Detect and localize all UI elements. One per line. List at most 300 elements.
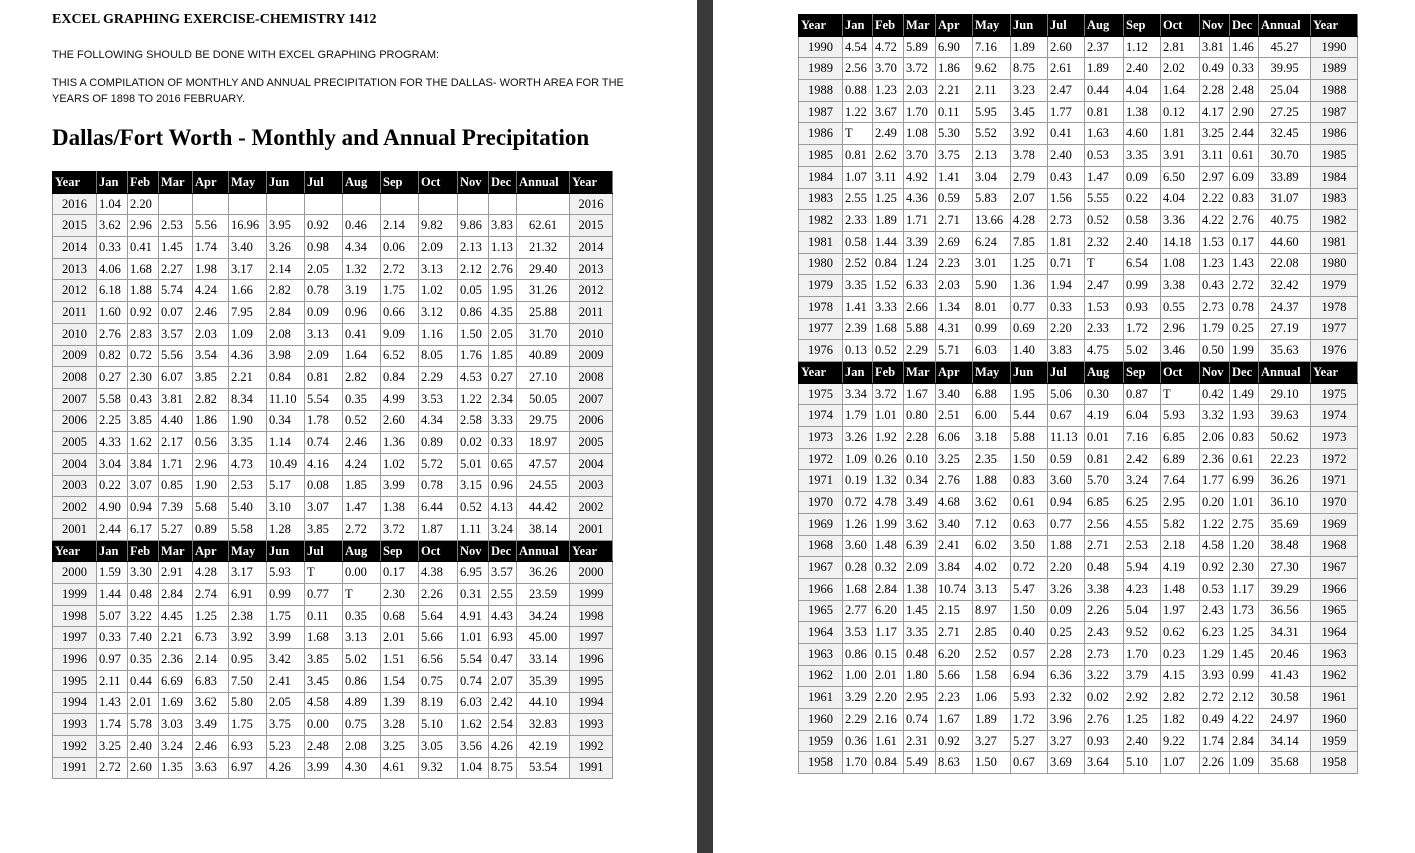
month-cell: 3.56 (458, 735, 489, 757)
month-cell: 4.19 (1161, 557, 1200, 579)
month-cell: 6.95 (458, 562, 489, 584)
year-cell: 1977 (1311, 318, 1358, 340)
month-cell: 2.32 (1085, 231, 1124, 253)
month-cell: 0.33 (97, 627, 128, 649)
month-cell: 2.15 (936, 600, 973, 622)
month-cell: 8.75 (489, 757, 517, 779)
table-row (53, 714, 613, 736)
month-cell: 6.07 (159, 367, 193, 389)
year-cell: 1974 (1311, 405, 1358, 427)
month-cell: 2.53 (229, 475, 267, 497)
month-cell: 0.83 (1011, 470, 1048, 492)
month-cell: 2.72 (343, 519, 381, 541)
month-cell: 1.29 (1200, 643, 1230, 665)
year-cell: 1968 (799, 535, 843, 557)
year-cell: 1958 (799, 752, 843, 774)
year-cell: 1970 (1311, 492, 1358, 514)
month-cell: 4.04 (1124, 80, 1161, 102)
month-cell: 3.45 (1011, 101, 1048, 123)
month-cell: 6.25 (1124, 492, 1161, 514)
month-cell: 1.07 (843, 166, 873, 188)
month-cell: 3.75 (267, 714, 305, 736)
month-cell: 2.54 (489, 714, 517, 736)
year-cell: 1984 (799, 166, 843, 188)
year-cell: 1974 (799, 405, 843, 427)
month-cell: 2.09 (904, 557, 936, 579)
month-cell: 2.11 (97, 670, 128, 692)
month-cell: 2.03 (936, 275, 973, 297)
month-cell: 5.80 (229, 692, 267, 714)
month-cell: 2.25 (97, 410, 128, 432)
month-cell: 4.34 (343, 237, 381, 259)
column-header: Feb (128, 172, 159, 194)
month-cell: 6.91 (229, 584, 267, 606)
month-cell: 0.94 (1048, 492, 1085, 514)
table-row (53, 367, 613, 389)
month-cell: 1.68 (128, 258, 159, 280)
annual-cell: 31.07 (1259, 188, 1311, 210)
month-cell: 0.71 (1048, 253, 1085, 275)
year-cell: 2010 (53, 323, 97, 345)
month-cell: 1.99 (873, 513, 904, 535)
month-cell: 1.72 (1011, 709, 1048, 731)
month-cell: 3.13 (343, 627, 381, 649)
month-cell: 9.22 (1161, 730, 1200, 752)
month-cell: 0.92 (128, 302, 159, 324)
annual-cell: 32.45 (1259, 123, 1311, 145)
month-cell: 0.87 (1124, 383, 1161, 405)
month-cell: 1.45 (1230, 643, 1259, 665)
column-header: Annual (517, 172, 570, 194)
month-cell: 2.35 (973, 448, 1011, 470)
annual-cell: 29.10 (1259, 383, 1311, 405)
month-cell: 2.03 (904, 80, 936, 102)
annual-cell: 25.88 (517, 302, 570, 324)
month-cell: 2.72 (1200, 687, 1230, 709)
month-cell: 9.82 (419, 215, 458, 237)
column-header: Nov (458, 172, 489, 194)
column-header: Oct (419, 540, 458, 562)
month-cell: 0.74 (904, 709, 936, 731)
month-cell: 3.27 (973, 730, 1011, 752)
month-cell: 2.03 (193, 323, 229, 345)
month-cell: 0.86 (458, 302, 489, 324)
year-cell: 1985 (1311, 145, 1358, 167)
month-cell: 3.62 (97, 215, 128, 237)
month-cell: 0.27 (97, 367, 128, 389)
column-header: Annual (1259, 362, 1311, 384)
column-header: Nov (1200, 15, 1230, 37)
month-cell: 1.23 (873, 80, 904, 102)
month-cell: 0.78 (419, 475, 458, 497)
month-cell: 0.17 (381, 562, 419, 584)
month-cell: 5.23 (267, 735, 305, 757)
year-cell: 1968 (1311, 535, 1358, 557)
month-cell: 3.98 (267, 345, 305, 367)
month-cell: 6.04 (1124, 405, 1161, 427)
month-cell: 1.74 (1200, 730, 1230, 752)
header-row (53, 172, 613, 194)
month-cell: 2.72 (1230, 275, 1259, 297)
annual-cell: 27.25 (1259, 101, 1311, 123)
month-cell: 3.36 (1161, 210, 1200, 232)
column-header: Feb (128, 540, 159, 562)
month-cell: 0.80 (904, 405, 936, 427)
year-cell: 1964 (1311, 622, 1358, 644)
month-cell: 0.09 (305, 302, 343, 324)
month-cell: 3.11 (1200, 145, 1230, 167)
table-row (799, 535, 1358, 557)
month-cell (305, 193, 343, 215)
annual-cell: 27.19 (1259, 318, 1311, 340)
month-cell: 4.61 (381, 757, 419, 779)
month-cell: 6.97 (229, 757, 267, 779)
column-header: Apr (936, 362, 973, 384)
month-cell: 3.18 (973, 427, 1011, 449)
month-cell: 1.82 (1161, 709, 1200, 731)
month-cell: 1.11 (458, 519, 489, 541)
month-cell: 3.62 (904, 513, 936, 535)
month-cell: 2.13 (458, 237, 489, 259)
month-cell: 4.31 (936, 318, 973, 340)
month-cell: 2.41 (267, 670, 305, 692)
column-header: Sep (1124, 15, 1161, 37)
month-cell: 5.47 (1011, 578, 1048, 600)
month-cell: 0.00 (305, 714, 343, 736)
month-cell: 1.32 (343, 258, 381, 280)
month-cell: 2.43 (1200, 600, 1230, 622)
month-cell: 0.02 (458, 432, 489, 454)
annual-cell: 29.40 (517, 258, 570, 280)
annual-cell: 39.63 (1259, 405, 1311, 427)
table-row (53, 605, 613, 627)
column-header: Year (53, 172, 97, 194)
year-cell: 1976 (1311, 340, 1358, 362)
month-cell: 0.92 (1200, 557, 1230, 579)
month-cell: 2.85 (973, 622, 1011, 644)
month-cell: 0.52 (1085, 210, 1124, 232)
month-cell: 2.07 (1011, 188, 1048, 210)
month-cell: 1.25 (873, 188, 904, 210)
month-cell: 6.18 (97, 280, 128, 302)
month-cell: 1.93 (1230, 405, 1259, 427)
month-cell (381, 193, 419, 215)
month-cell: 0.98 (305, 237, 343, 259)
month-cell: 0.99 (267, 584, 305, 606)
month-cell: 3.72 (873, 383, 904, 405)
month-cell: 1.70 (904, 101, 936, 123)
month-cell: 2.76 (936, 470, 973, 492)
column-header: Jun (267, 172, 305, 194)
precipitation-table-left (52, 171, 613, 779)
month-cell (419, 193, 458, 215)
month-cell: 2.26 (1200, 752, 1230, 774)
column-header: May (973, 362, 1011, 384)
month-cell: 2.95 (1161, 492, 1200, 514)
year-cell: 2001 (53, 519, 97, 541)
month-cell: 0.52 (458, 497, 489, 519)
year-cell: 1995 (570, 670, 613, 692)
month-cell: 1.75 (267, 605, 305, 627)
column-header: Jan (97, 172, 128, 194)
month-cell: 3.96 (1048, 709, 1085, 731)
year-cell: 1992 (570, 735, 613, 757)
month-cell: 5.27 (1011, 730, 1048, 752)
year-cell: 1959 (1311, 730, 1358, 752)
year-cell: 1985 (799, 145, 843, 167)
month-cell: 2.30 (128, 367, 159, 389)
month-cell: 2.75 (1230, 513, 1259, 535)
month-cell: 1.07 (1161, 752, 1200, 774)
annual-cell: 44.60 (1259, 231, 1311, 253)
month-cell: 2.66 (904, 296, 936, 318)
month-cell: 1.98 (193, 258, 229, 280)
month-cell: 2.53 (159, 215, 193, 237)
month-cell: 0.28 (843, 557, 873, 579)
month-cell: 3.64 (1085, 752, 1124, 774)
month-cell: 2.01 (128, 692, 159, 714)
annual-cell: 35.69 (1259, 513, 1311, 535)
month-cell (489, 193, 517, 215)
month-cell: 1.81 (1161, 123, 1200, 145)
table-row (799, 210, 1358, 232)
month-cell: 5.72 (419, 453, 458, 475)
month-cell: 1.64 (343, 345, 381, 367)
month-cell: 5.04 (1124, 600, 1161, 622)
month-cell: 5.93 (267, 562, 305, 584)
year-cell: 1963 (799, 643, 843, 665)
annual-cell: 38.48 (1259, 535, 1311, 557)
month-cell: 1.92 (873, 427, 904, 449)
annual-cell: 62.61 (517, 215, 570, 237)
month-cell: 3.70 (904, 145, 936, 167)
month-cell: 1.46 (1230, 36, 1259, 58)
month-cell: 0.72 (843, 492, 873, 514)
year-cell: 1980 (799, 253, 843, 275)
month-cell: 14.18 (1161, 231, 1200, 253)
month-cell: 8.34 (229, 388, 267, 410)
month-cell: 1.88 (1048, 535, 1085, 557)
table-row (799, 145, 1358, 167)
year-cell: 1982 (799, 210, 843, 232)
month-cell: 5.88 (904, 318, 936, 340)
month-cell: 3.25 (1200, 123, 1230, 145)
month-cell: 0.19 (843, 470, 873, 492)
annual-cell: 27.10 (517, 367, 570, 389)
column-header: Mar (904, 15, 936, 37)
year-cell: 2010 (570, 323, 613, 345)
month-cell: 0.30 (1085, 383, 1124, 405)
month-cell: 2.73 (1200, 296, 1230, 318)
month-cell: 0.81 (1085, 448, 1124, 470)
year-cell: 1981 (799, 231, 843, 253)
month-cell: 3.99 (381, 475, 419, 497)
column-header: Jul (305, 172, 343, 194)
month-cell: 2.06 (1200, 427, 1230, 449)
month-cell: 3.38 (1085, 578, 1124, 600)
annual-cell: 35.39 (517, 670, 570, 692)
month-cell: 2.40 (1048, 145, 1085, 167)
month-cell: 0.05 (458, 280, 489, 302)
month-cell: 3.81 (1200, 36, 1230, 58)
month-cell: 3.19 (343, 280, 381, 302)
year-cell: 2015 (53, 215, 97, 237)
table-row (799, 492, 1358, 514)
year-cell: 1994 (570, 692, 613, 714)
annual-cell: 25.04 (1259, 80, 1311, 102)
year-cell: 1973 (1311, 427, 1358, 449)
month-cell (267, 193, 305, 215)
month-cell: T (843, 123, 873, 145)
table-row (53, 519, 613, 541)
month-cell: 1.43 (1230, 253, 1259, 275)
month-cell: 1.06 (973, 687, 1011, 709)
month-cell: 7.95 (229, 302, 267, 324)
month-cell: 0.49 (1200, 58, 1230, 80)
year-cell: 1980 (1311, 253, 1358, 275)
month-cell: 0.66 (381, 302, 419, 324)
month-cell: 3.05 (419, 735, 458, 757)
year-cell: 2008 (53, 367, 97, 389)
month-cell: 6.39 (904, 535, 936, 557)
year-cell: 2001 (570, 519, 613, 541)
month-cell: 4.22 (1230, 709, 1259, 731)
month-cell: 2.22 (1200, 188, 1230, 210)
month-cell: 2.20 (1048, 318, 1085, 340)
month-cell: 1.68 (873, 318, 904, 340)
month-cell: 5.90 (973, 275, 1011, 297)
year-cell: 1979 (799, 275, 843, 297)
year-cell: 1970 (799, 492, 843, 514)
month-cell: 3.03 (159, 714, 193, 736)
column-header: Year (1311, 15, 1358, 37)
month-cell: 6.93 (229, 735, 267, 757)
month-cell: 6.85 (1161, 427, 1200, 449)
month-cell: 2.34 (489, 388, 517, 410)
month-cell: 0.82 (97, 345, 128, 367)
month-cell: 2.20 (128, 193, 159, 215)
month-cell: 1.81 (1048, 231, 1085, 253)
month-cell: 2.42 (1124, 448, 1161, 470)
month-cell: 0.48 (904, 643, 936, 665)
month-cell: 0.33 (489, 432, 517, 454)
month-cell: 5.66 (936, 665, 973, 687)
month-cell: 0.55 (1161, 296, 1200, 318)
month-cell: 2.14 (381, 215, 419, 237)
month-cell: 0.93 (1085, 730, 1124, 752)
year-cell: 1967 (799, 557, 843, 579)
year-cell: 1963 (1311, 643, 1358, 665)
month-cell: 7.50 (229, 670, 267, 692)
year-cell: 2009 (570, 345, 613, 367)
month-cell: 5.02 (343, 649, 381, 671)
month-cell: 2.62 (873, 145, 904, 167)
month-cell: 2.58 (458, 410, 489, 432)
year-cell: 1961 (799, 687, 843, 709)
table-row (53, 757, 613, 779)
annual-cell: 39.29 (1259, 578, 1311, 600)
month-cell: 3.38 (1161, 275, 1200, 297)
annual-cell: 18.97 (517, 432, 570, 454)
year-cell: 1965 (799, 600, 843, 622)
month-cell: 0.09 (1048, 600, 1085, 622)
month-cell: 4.22 (1200, 210, 1230, 232)
month-cell: 3.99 (267, 627, 305, 649)
month-cell: 4.16 (305, 453, 343, 475)
month-cell: 2.95 (904, 687, 936, 709)
annual-cell: 36.10 (1259, 492, 1311, 514)
month-cell: 5.49 (904, 752, 936, 774)
annual-cell: 30.58 (1259, 687, 1311, 709)
annual-cell: 42.19 (517, 735, 570, 757)
month-cell: 5.88 (1011, 427, 1048, 449)
month-cell: 2.60 (381, 410, 419, 432)
month-cell: 2.31 (904, 730, 936, 752)
year-cell: 2013 (53, 258, 97, 280)
month-cell: 4.45 (159, 605, 193, 627)
month-cell: T (305, 562, 343, 584)
month-cell: 6.36 (1048, 665, 1085, 687)
year-cell: 2006 (53, 410, 97, 432)
month-cell: 1.22 (458, 388, 489, 410)
month-cell: 0.33 (1230, 58, 1259, 80)
month-cell: 5.66 (419, 627, 458, 649)
month-cell: 3.23 (1011, 80, 1048, 102)
month-cell: 5.58 (229, 519, 267, 541)
month-cell: 2.96 (1161, 318, 1200, 340)
month-cell: 2.21 (936, 80, 973, 102)
year-cell: 2007 (53, 388, 97, 410)
month-cell: 0.97 (97, 649, 128, 671)
month-cell: 0.75 (343, 714, 381, 736)
month-cell: 1.90 (229, 410, 267, 432)
column-header: Mar (159, 172, 193, 194)
year-cell: 1986 (1311, 123, 1358, 145)
month-cell: 0.53 (1200, 578, 1230, 600)
month-cell: 6.94 (1011, 665, 1048, 687)
year-cell: 1964 (799, 622, 843, 644)
year-cell: 2000 (570, 562, 613, 584)
month-cell: 0.67 (1011, 752, 1048, 774)
year-cell: 1971 (799, 470, 843, 492)
month-cell: 9.62 (973, 58, 1011, 80)
month-cell: 1.95 (489, 280, 517, 302)
month-cell: 1.25 (1230, 622, 1259, 644)
year-cell: 1966 (799, 578, 843, 600)
month-cell: 0.83 (1230, 188, 1259, 210)
year-cell: 1960 (1311, 709, 1358, 731)
month-cell: 2.71 (1085, 535, 1124, 557)
table-row (799, 275, 1358, 297)
month-cell: 5.02 (1124, 340, 1161, 362)
precipitation-table-right (798, 14, 1358, 774)
month-cell: 3.62 (973, 492, 1011, 514)
month-cell: 2.42 (489, 692, 517, 714)
month-cell: 6.03 (458, 692, 489, 714)
year-cell: 2005 (570, 432, 613, 454)
table-row (799, 578, 1358, 600)
month-cell: 3.13 (305, 323, 343, 345)
annual-cell: 33.14 (517, 649, 570, 671)
year-cell: 2014 (570, 237, 613, 259)
table-row (799, 470, 1358, 492)
month-cell: 5.17 (267, 475, 305, 497)
column-header: Year (799, 15, 843, 37)
column-header: Year (799, 362, 843, 384)
month-cell: 2.53 (1124, 535, 1161, 557)
column-header: Sep (381, 540, 419, 562)
month-cell: 3.57 (489, 562, 517, 584)
